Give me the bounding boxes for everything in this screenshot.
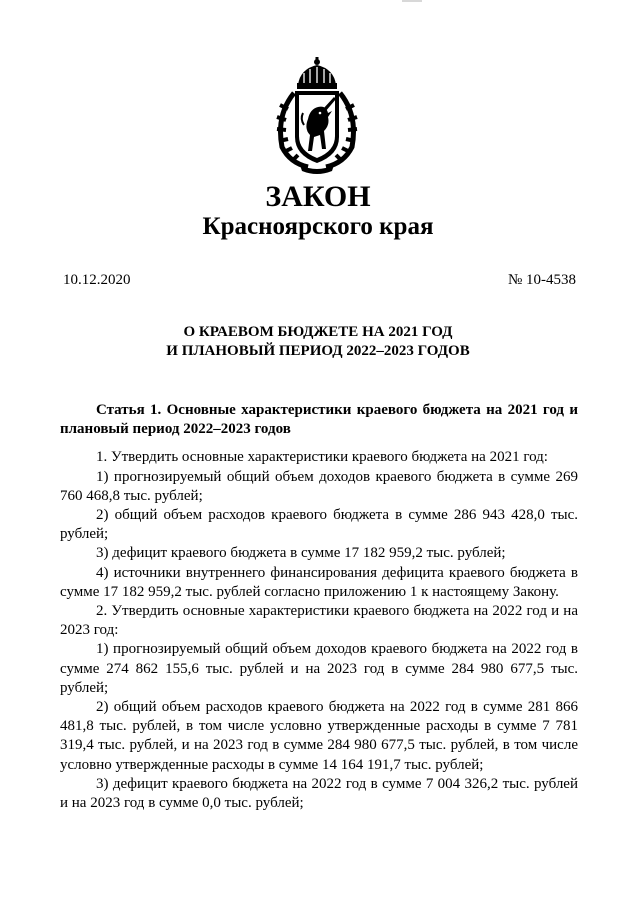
law-date: 10.12.2020	[63, 272, 131, 288]
paragraph: 3) дефицит краевого бюджета в сумме 17 182 959,2 тыс. рублей;	[96, 545, 506, 562]
paragraph: 2) общий объем расходов краевого бюджета на 2022 год в сумме 281 866 481,8 тыс. рублей, в том числе условно утвержденные расходы в сумме 7 781 319,4 тыс. рублей, и на 2023 год в сумме 284 980 677,5 тыс. рублей, в том числе условно утвержденные расходы в сумме 14 164 191,7 тыс. рублей;	[60, 699, 578, 773]
paragraph: 2. Утвердить основные характеристики краевого бюджета на 2022 год и на 2023 год:	[60, 603, 578, 639]
region-title: Красноярского края	[202, 213, 434, 240]
law-number: № 10-4538	[507, 272, 576, 288]
paragraph: 4) источники внутреннего финансирования дефицита краевого бюджета в сумме 17 182 959,2 тыс. рублей согласно приложению 1 к настоящему Закону.	[60, 564, 578, 600]
document-heading-line-1: О КРАЕВОМ БЮДЖЕТЕ НА 2021 ГОД	[183, 324, 453, 340]
coat-of-arms-icon	[268, 55, 366, 175]
paragraph: 1) прогнозируемый общий объем доходов краевого бюджета на 2022 год в сумме 274 862 155,6 тыс. рублей и на 2023 год в сумме 284 980 677,5 тыс. рублей;	[60, 641, 578, 696]
law-title: ЗАКОН	[265, 180, 371, 213]
scan-artifact	[402, 0, 422, 2]
article-title: Статья 1. Основные характеристики краевого бюджета на 2021 год и плановый период 2022–2023 годов	[60, 402, 578, 438]
document-heading-line-2: И ПЛАНОВЫЙ ПЕРИОД 2022–2023 ГОДОВ	[166, 343, 470, 359]
paragraph: 1. Утвердить основные характеристики краевого бюджета на 2021 год:	[96, 449, 548, 466]
paragraph: 1) прогнозируемый общий объем доходов краевого бюджета в сумме 269 760 468,8 тыс. рублей;	[60, 468, 578, 504]
article-body	[60, 401, 578, 813]
paragraph: 2) общий объем расходов краевого бюджета в сумме 286 943 428,0 тыс. рублей;	[60, 507, 578, 543]
document-heading	[0, 323, 636, 361]
paragraph: 3) дефицит краевого бюджета на 2022 год в сумме 7 004 326,2 тыс. рублей и на 2023 год в сумме 0,0 тыс. рублей;	[60, 775, 578, 812]
